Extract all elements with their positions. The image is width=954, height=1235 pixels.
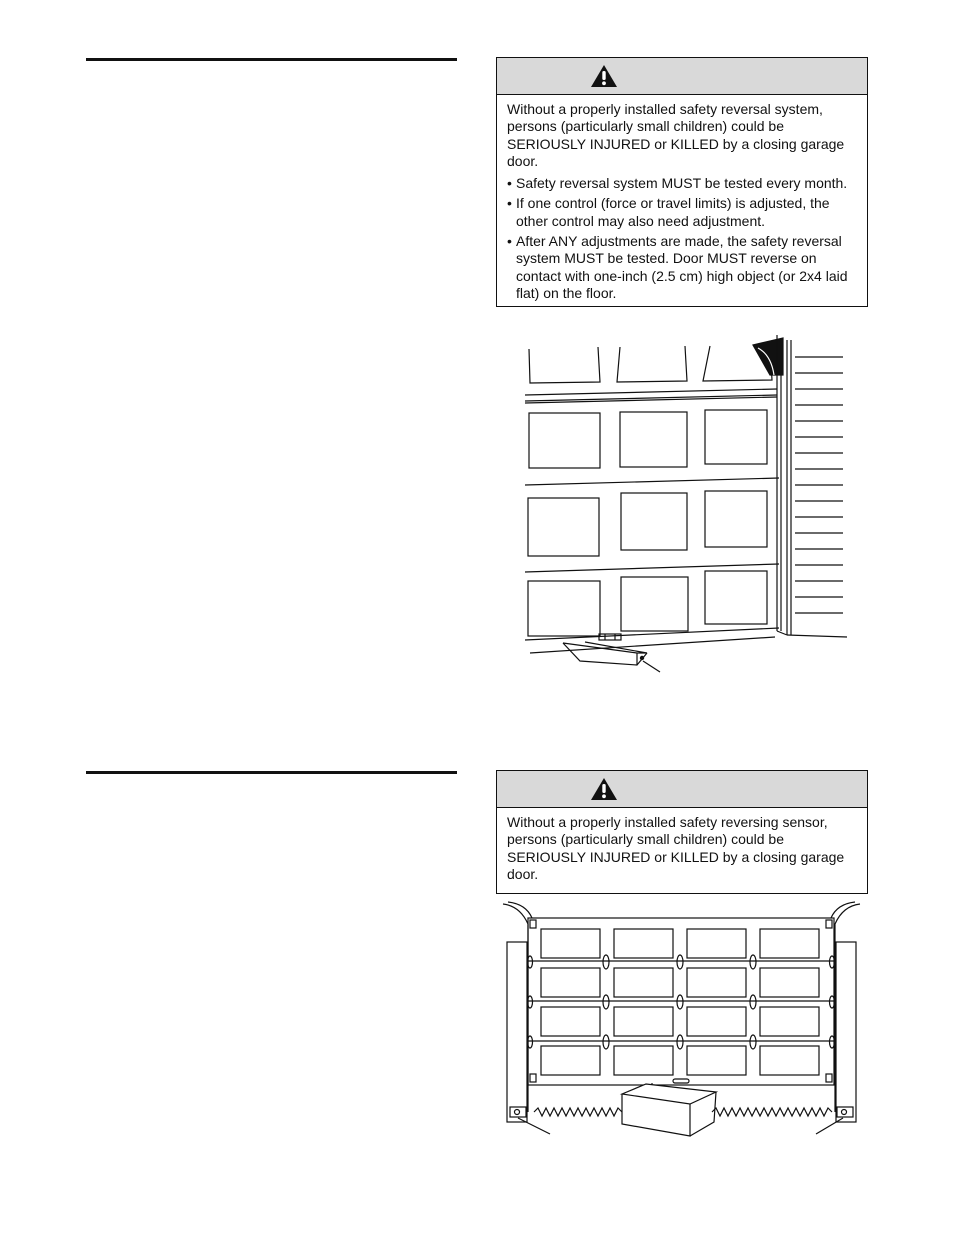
warning-triangle-icon	[590, 64, 618, 88]
warning-intro-1: Without a properly installed safety reversal system, persons (particularly small children) could be SERIOUSLY INJURED or KILLED by a closing garage door.	[507, 101, 845, 169]
warning-body-2	[497, 808, 867, 898]
section-2-divider	[86, 771, 457, 774]
warning-bullet: • If one control (force or travel limits) is adjusted, the other control may also need adjustment.	[507, 195, 857, 230]
warning-box-1	[496, 57, 868, 307]
warning-box-2	[496, 770, 868, 894]
warning-intro-2: Without a properly installed safety reversing sensor, persons (particularly small children) could be SERIOUSLY INJURED or KILLED by a closing garage door.	[507, 814, 845, 882]
warning-header-2	[497, 771, 867, 808]
garage-door-reversal-test-illustration	[525, 335, 850, 675]
safety-sensor-box-test-illustration	[498, 898, 868, 1138]
warning-bullet: • After ANY adjustments are made, the safety reversal system MUST be tested. Door MUST reverse on contact with one-inch (2.5 cm) high object (or 2x4 laid flat) on the floor.	[507, 233, 857, 302]
warning-bullet-list-1	[507, 175, 857, 302]
warning-bullet: • Safety reversal system MUST be tested every month.	[507, 175, 857, 192]
warning-triangle-icon	[590, 777, 618, 801]
section-1-divider	[86, 58, 457, 61]
warning-header-1	[497, 58, 867, 95]
warning-body-1	[497, 95, 867, 315]
